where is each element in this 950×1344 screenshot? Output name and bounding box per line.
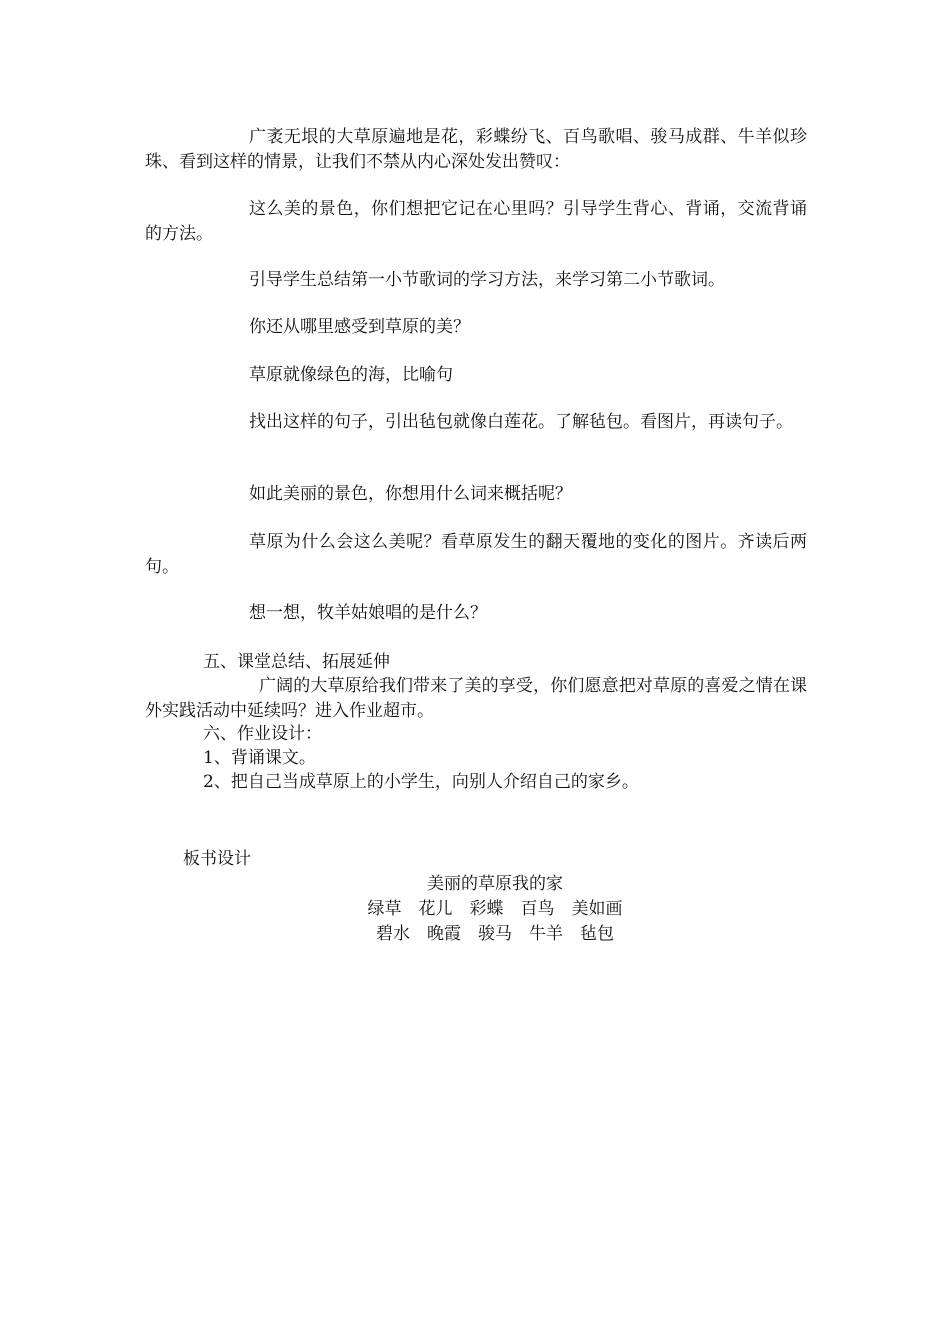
board-row-1: 绿草 花儿 彩蝶 百鸟 美如画 [367,899,623,919]
homework-item-2: 2、把自己当成草原上的小学生，向别人介绍自己的家乡。 [203,772,639,792]
paragraph-remember-scenery: 这么美的景色，你们想把它记在心里吗？引导学生背心、背诵，交流背诵的方法。 [145,199,807,244]
board-row-2: 碧水 晚霞 骏马 牛羊 毡包 [376,924,614,944]
section-6-heading: 六、作业设计： [203,724,322,744]
board-design-label: 板书设计 [183,849,251,869]
homework-item-1: 1、背诵课文。 [203,748,316,768]
section-5-body: 广阔的大草原给我们带来了美的享受，你们愿意把对草原的喜爱之情在课外实践活动中延续吗？进入作业超市。 [145,676,807,721]
board-title: 美丽的草原我的家 [427,874,563,894]
paragraph-summarize-word: 如此美丽的景色，你想用什么词来概括呢？ [249,484,572,504]
section-5-heading: 五、课堂总结、拓展延伸 [203,652,390,672]
paragraph-shepherd-girl: 想一想，牧羊姑娘唱的是什么？ [249,603,487,623]
paragraph-grassland-flowers: 广袤无垠的大草原遍地是花，彩蝶纷飞、百鸟歌唱、骏马成群、牛羊似珍珠、看到这样的情景，让我们不禁从内心深处发出赞叹： [145,127,807,172]
paragraph-summarize-method: 引导学生总结第一小节歌词的学习方法，来学习第二小节歌词。 [249,270,725,290]
paragraph-green-sea: 草原就像绿色的海，比喻句 [249,365,453,385]
paragraph-why-beautiful: 草原为什么会这么美呢？看草原发生的翻天覆地的变化的图片。齐读后两句。 [145,532,807,577]
paragraph-feel-beauty: 你还从哪里感受到草原的美？ [249,317,470,337]
paragraph-felt-tent: 找出这样的句子，引出毡包就像白莲花。了解毡包。看图片，再读句子。 [249,412,793,432]
